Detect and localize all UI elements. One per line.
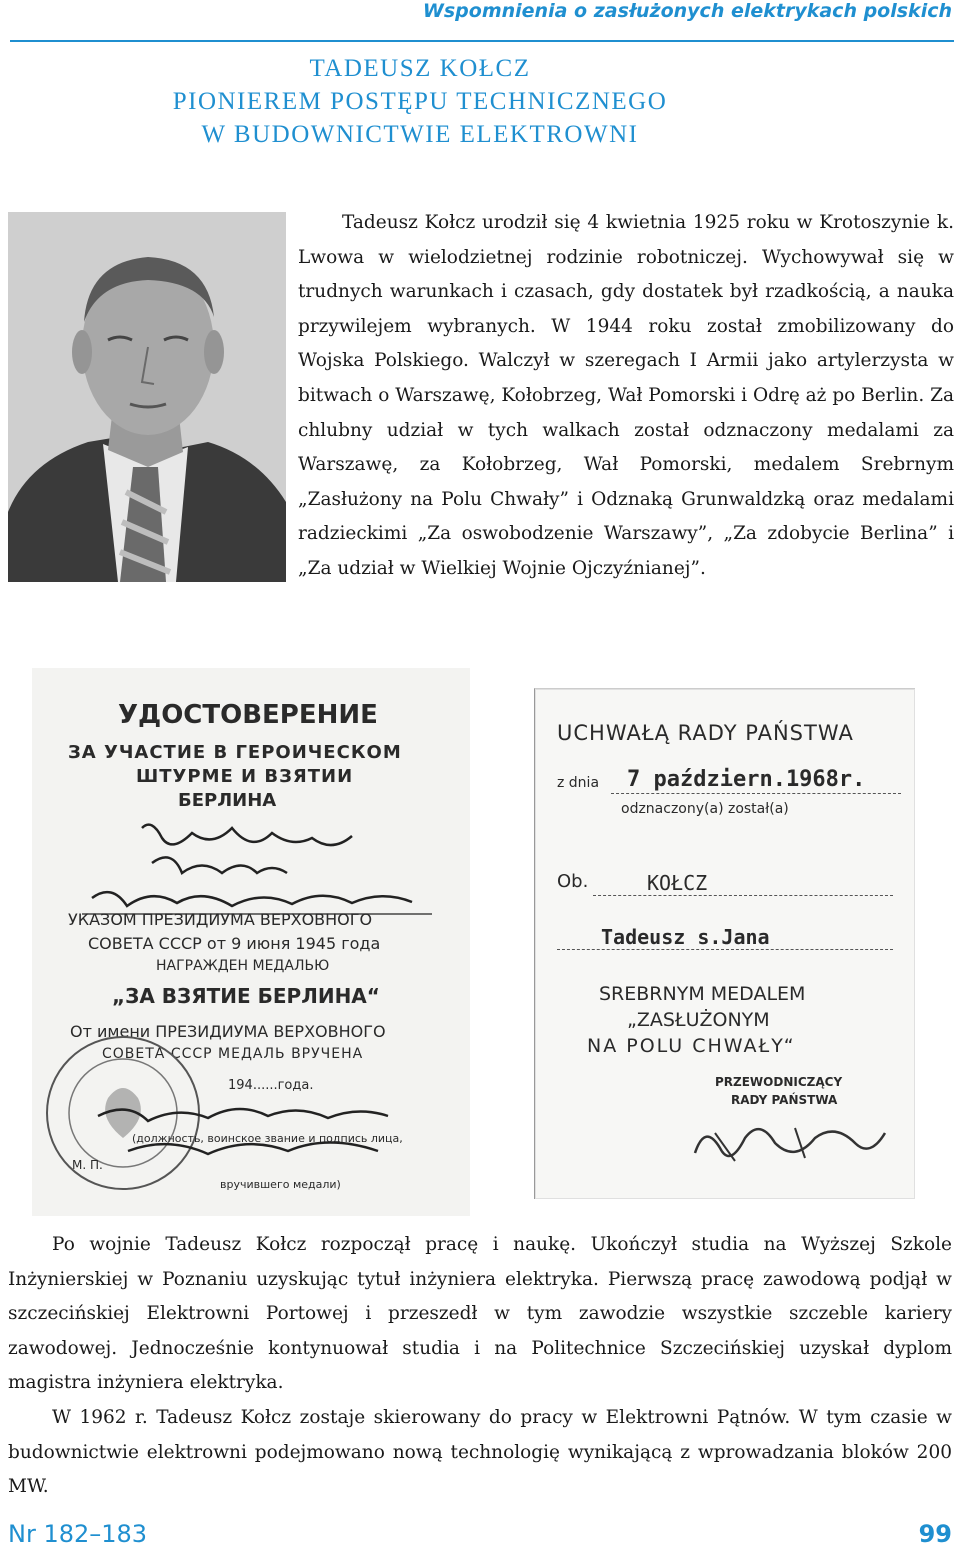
resolution-medal-2: „ZASŁUŻONYM [627, 1009, 770, 1031]
issue-number: Nr 182–183 [8, 1520, 148, 1548]
resolution-chair-2: RADY PAŃSTWA [731, 1093, 838, 1107]
resolution-medal-1: SREBRNYM MEDALEM [599, 983, 806, 1005]
resolution-chair-1: PRZEWODNICZĄCY [715, 1075, 843, 1089]
paragraph-career: Po wojnie Tadeusz Kołcz rozpoczął pracę i naukę. Ukończył studia na Wyższej Szkole Inżynierskiej w Poznaniu uzyskując tytuł inżyniera elektryka. Pierwszą pracę zawodową podjął w szczecińskiej Elektrowni Portowej i przeszedł w tym zawodzie wszystkie szczeble kariery zawodowej. Jednocześnie kontynuował studia i na Politechnice Szczecińskiej uzyskał dyplom magistra inżyniera elektryka. [8, 1234, 952, 1394]
cert-line-7: „ЗА ВЗЯТИЕ БЕРЛИНА“ [112, 984, 380, 1008]
council-resolution-image [534, 688, 915, 1199]
handwritten-name-signature [82, 818, 442, 918]
career-section [8, 1228, 952, 1505]
cert-line-5: СОВЕТА СССР от 9 июня 1945 года [88, 934, 381, 953]
resolution-surname: KOŁCZ [647, 871, 708, 895]
cert-line-12: М. П. [72, 1158, 103, 1172]
paragraph-1-text: Tadeusz Kołcz urodził się 4 kwietnia 1925 roku w Krotoszynie k. Lwowa w wielodzietnej rodzinie robotniczej. Wychowywał się w trudnych warunkach i czasach, gdy dostatek był rzadkością, a nauka przywilejem wybranych. W 1944 roku został zmobilizowany do Wojska Polskiego. Walczył w szeregach I Armii jako artylerzysta w bitwach o Warszawę, Kołobrzeg, Wał Pomorski i Odrę aż po Berlin. Za chlubny udział w tych walkach został odznaczony medalami za Warszawę, za Kołobrzeg, Wał Pomorski, medalem Srebrnym „Zasłużony na Polu Chwały” i Odznaką Grunwaldzką oraz medalami radzieckimi „Za oswobodzenie Warszawy”, „Za zdobycie Berlina” i „Za udział w Wielkiej Wojnie Ojczyźnianej”. [298, 212, 954, 579]
cert-line-2: ШТУРМЕ И ВЗЯТИИ [136, 766, 354, 787]
cert-line-3: БЕРЛИНА [178, 790, 277, 811]
soviet-certificate-image [32, 668, 470, 1216]
cert-line-11: (должность, воинское звание и подпись лица, [132, 1132, 403, 1145]
photo-wrap-spacer [8, 206, 298, 564]
cert-heading: УДОСТОВЕРЕНИЕ [118, 700, 378, 730]
cert-line-1: ЗА УЧАСТИЕ В ГЕРОИЧЕСКОМ [68, 742, 402, 763]
cert-line-10: 194......года. [228, 1078, 314, 1093]
cert-line-6: НАГРАЖДЕН МЕДАЛЬЮ [156, 958, 330, 974]
date-underline [611, 793, 901, 794]
title-line-2: PIONIEREM POSTĘPU TECHNICZNEGO [172, 88, 668, 115]
cert-line-9: СОВЕТА СССР МЕДАЛЬ ВРУЧЕНА [102, 1046, 364, 1062]
title-line-1: TADEUSZ KOŁCZ [309, 55, 531, 82]
surname-underline [593, 895, 893, 896]
resolution-date-prefix: z dnia [557, 775, 600, 791]
handwritten-officer-signature [88, 1096, 428, 1166]
resolution-date-value: 7 październ.1968r. [627, 767, 866, 792]
cert-line-4: УКАЗОМ ПРЕЗИДИУМА ВЕРХОВНОГО [68, 910, 373, 929]
header-divider [10, 40, 954, 42]
series-title: Wspomnienia o zasłużonych elektrykach polskich [422, 0, 952, 22]
resolution-awarded: odznaczony(a) został(a) [621, 801, 789, 817]
given-name-underline [557, 949, 893, 950]
paragraph-biography [8, 206, 954, 587]
article-title [0, 52, 960, 151]
resolution-given-name: Tadeusz s.Jana [601, 925, 770, 949]
resolution-ob-label: Ob. [557, 871, 589, 892]
paragraph-patnow: W 1962 r. Tadeusz Kołcz zostaje skierowany do pracy w Elektrowni Pątnów. W tym czasie w budownictwie elektrowni podejmowano nową technologię wynikającą z wprowadzania bloków 200 MW. [8, 1406, 952, 1498]
title-line-3: W BUDOWNICTWIE ELEKTROWNI [201, 121, 639, 148]
resolution-heading: UCHWAŁĄ RADY PAŃSTWA [557, 721, 854, 745]
page-number: 99 [918, 1520, 952, 1548]
resolution-medal-3: NA POLU CHWAŁY“ [587, 1035, 796, 1057]
cert-line-13: вручившего медали) [220, 1178, 341, 1191]
chairman-signature [685, 1113, 895, 1173]
cert-line-8: От имени ПРЕЗИДИУМА ВЕРХОВНОГО [70, 1022, 386, 1041]
